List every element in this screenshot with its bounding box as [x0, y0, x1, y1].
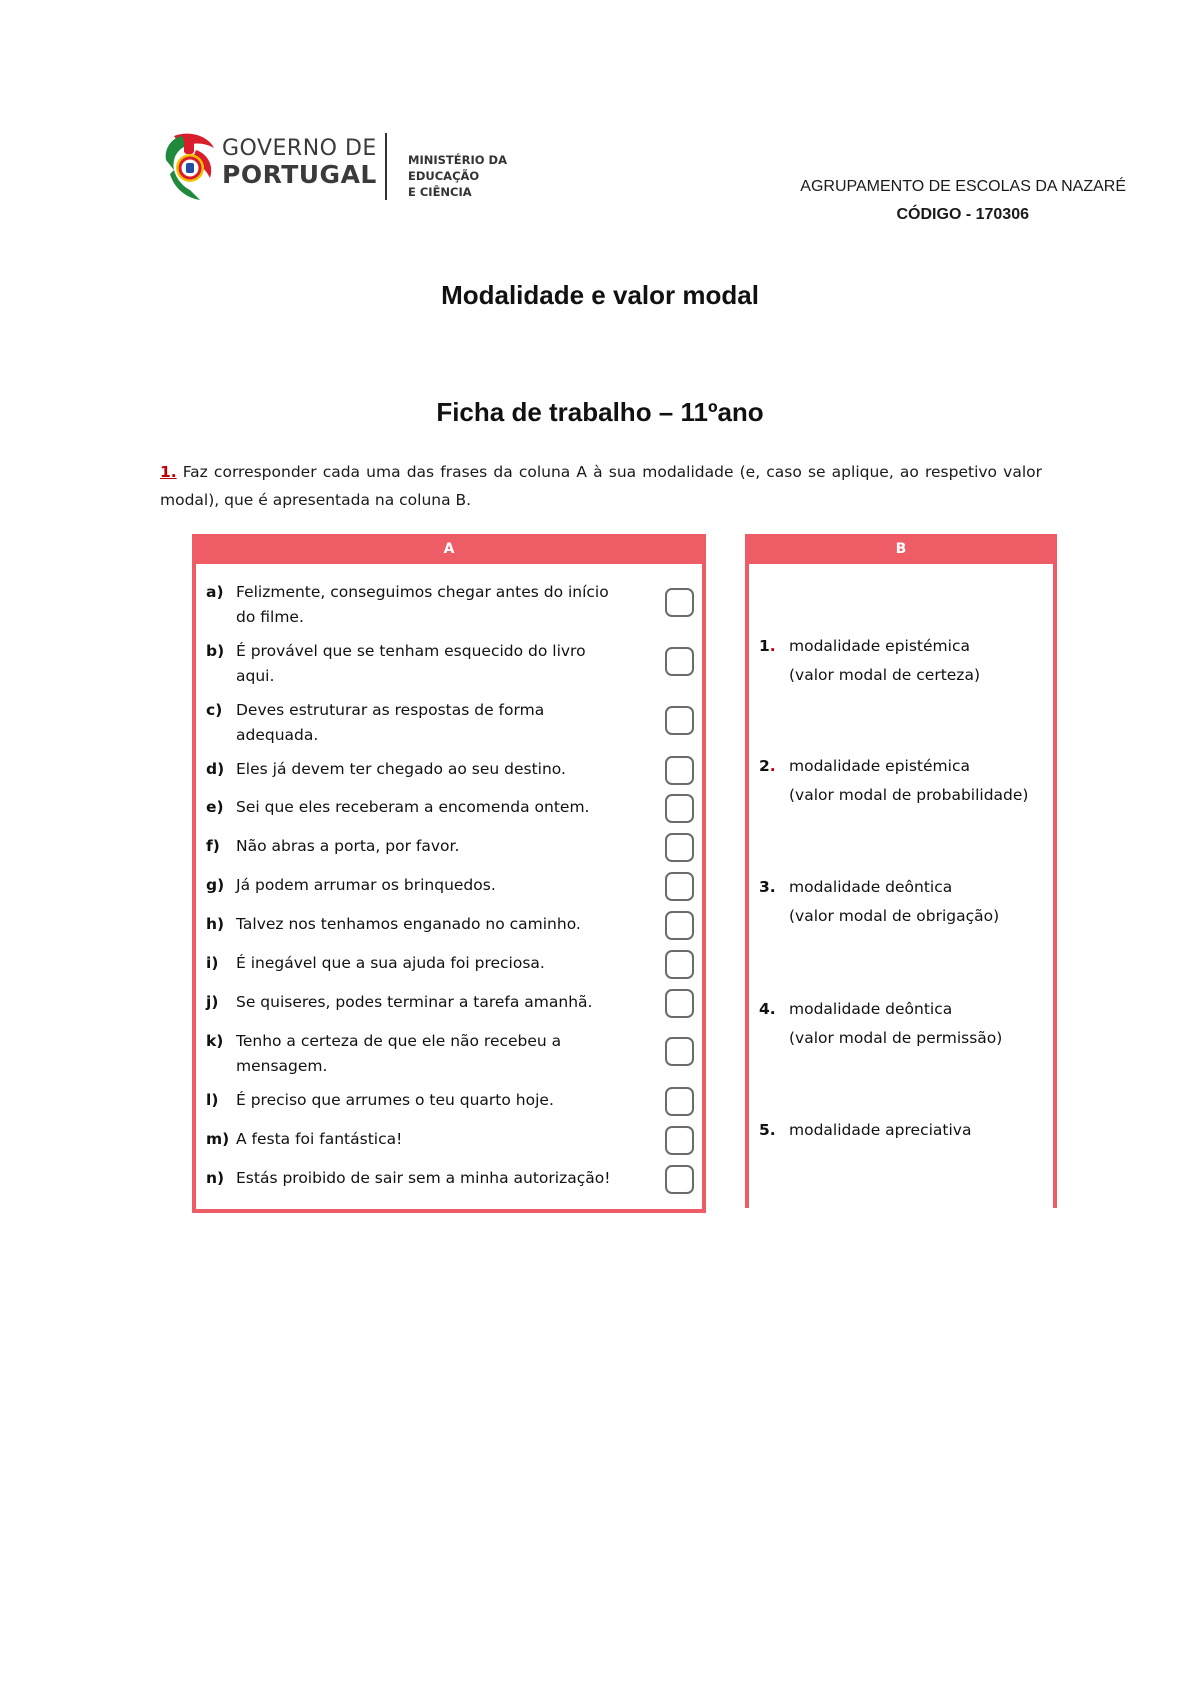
item-text: Eles já devem ter chegado ao seu destino. — [236, 760, 566, 778]
answer-checkbox[interactable] — [665, 950, 694, 979]
item-letter: a) — [206, 583, 224, 601]
item-text: Tenho a certeza de que ele não recebeu a mensagem. — [236, 1032, 562, 1075]
option-modal-value: (valor modal de permissão) — [789, 1029, 1003, 1047]
option-number: 1. — [759, 637, 776, 655]
school-name: AGRUPAMENTO DE ESCOLAS DA NAZARÉ — [800, 178, 1126, 195]
option-number-value: 3 — [759, 878, 770, 896]
option-modality: modalidade epistémica — [789, 637, 970, 655]
item-letter: i) — [206, 954, 219, 972]
item-letter: k) — [206, 1032, 224, 1050]
item-letter: b) — [206, 642, 225, 660]
government-logo — [160, 130, 580, 202]
item-text: É preciso que arrumes o teu quarto hoje. — [236, 1091, 554, 1109]
item-text: A festa foi fantástica! — [236, 1130, 403, 1148]
list-item — [206, 873, 696, 898]
item-letter: l) — [206, 1091, 219, 1109]
list-item — [206, 1029, 696, 1079]
list-item — [206, 834, 696, 859]
list-item — [206, 795, 696, 820]
answer-checkbox[interactable] — [665, 989, 694, 1018]
item-letter: e) — [206, 798, 224, 816]
list-item — [206, 1127, 696, 1152]
answer-checkbox[interactable] — [665, 794, 694, 823]
item-text: Talvez nos tenhamos enganado no caminho. — [236, 915, 581, 933]
answer-checkbox[interactable] — [665, 1037, 694, 1066]
modality-option — [759, 1116, 1049, 1145]
government-line-1: GOVERNO DE — [222, 136, 377, 161]
list-item — [206, 639, 696, 689]
government-wordmark — [222, 138, 377, 187]
option-modality: modalidade deôntica — [789, 878, 953, 896]
portugal-emblem-icon — [160, 130, 216, 202]
ministry-line-1: MINISTÉRIO DA EDUCAÇÃO — [408, 153, 507, 184]
item-text: Deves estruturar as respostas de forma adequada. — [236, 701, 545, 744]
item-letter: n) — [206, 1169, 225, 1187]
answer-checkbox[interactable] — [665, 647, 694, 676]
list-item — [206, 757, 696, 782]
option-number-value: 4 — [759, 1000, 770, 1018]
item-text: É inegável que a sua ajuda foi preciosa. — [236, 954, 545, 972]
option-number: 4. — [759, 1000, 776, 1018]
option-modal-value: (valor modal de probabilidade) — [789, 786, 1029, 804]
item-text: Sei que eles receberam a encomenda ontem. — [236, 798, 590, 816]
option-number: 5. — [759, 1121, 776, 1139]
list-item — [206, 1166, 696, 1191]
list-item — [206, 698, 696, 748]
item-letter: g) — [206, 876, 225, 894]
government-line-2: PORTUGAL — [222, 160, 377, 189]
item-text: Estás proibido de sair sem a minha autorização! — [236, 1169, 611, 1187]
option-modality: modalidade apreciativa — [789, 1121, 972, 1139]
modality-option — [759, 632, 1049, 690]
school-code: CÓDIGO - 170306 — [896, 206, 1029, 223]
answer-checkbox[interactable] — [665, 911, 694, 940]
item-text: Se quiseres, podes terminar a tarefa amanhã. — [236, 993, 593, 1011]
option-number: 3. — [759, 878, 776, 896]
option-modal-value: (valor modal de certeza) — [789, 666, 980, 684]
modality-option — [759, 873, 1049, 931]
item-text: Já podem arrumar os brinquedos. — [236, 876, 496, 894]
exercise-text: Faz corresponder cada uma das frases da coluna A à sua modalidade (e, caso se aplique, ao respetivo valor modal), que é apresentada na coluna B. — [160, 463, 1042, 509]
logo-divider — [385, 133, 387, 200]
item-letter: j) — [206, 993, 219, 1011]
column-a — [192, 534, 706, 1213]
answer-checkbox[interactable] — [665, 1126, 694, 1155]
page-title: Modalidade e valor modal — [441, 280, 759, 310]
option-number-value: 5 — [759, 1121, 770, 1139]
column-a-header: A — [192, 534, 706, 564]
column-b — [745, 534, 1057, 1208]
ministry-line-2: E CIÊNCIA — [408, 185, 472, 200]
option-modal-value: (valor modal de obrigação) — [789, 907, 1000, 925]
school-info — [800, 178, 1126, 224]
list-item — [206, 912, 696, 937]
option-modality: modalidade deôntica — [789, 1000, 953, 1018]
answer-checkbox[interactable] — [665, 833, 694, 862]
answer-checkbox[interactable] — [665, 756, 694, 785]
item-text: É provável que se tenham esquecido do livro aqui. — [236, 642, 586, 685]
item-text: Felizmente, conseguimos chegar antes do início do filme. — [236, 583, 609, 626]
option-modality: modalidade epistémica — [789, 757, 970, 775]
modality-option — [759, 995, 1049, 1053]
item-letter: h) — [206, 915, 225, 933]
answer-checkbox[interactable] — [665, 1165, 694, 1194]
item-letter: c) — [206, 701, 223, 719]
exercise-number: 1. — [160, 463, 177, 481]
item-letter: f) — [206, 837, 220, 855]
exercise-instruction — [160, 458, 1042, 514]
item-letter: m) — [206, 1130, 230, 1148]
answer-checkbox[interactable] — [665, 588, 694, 617]
item-letter: d) — [206, 760, 225, 778]
ministry-wordmark — [408, 152, 580, 200]
answer-checkbox[interactable] — [665, 1087, 694, 1116]
answer-checkbox[interactable] — [665, 706, 694, 735]
modality-option — [759, 752, 1049, 810]
option-number-value: 2 — [759, 757, 770, 775]
answer-checkbox[interactable] — [665, 872, 694, 901]
list-item — [206, 951, 696, 976]
list-item — [206, 580, 696, 630]
page-subtitle: Ficha de trabalho – 11ºano — [436, 397, 764, 427]
option-number-value: 1 — [759, 637, 770, 655]
list-item — [206, 1088, 696, 1113]
item-text: Não abras a porta, por favor. — [236, 837, 460, 855]
column-b-header: B — [745, 534, 1057, 564]
option-number: 2. — [759, 757, 776, 775]
list-item — [206, 990, 696, 1015]
